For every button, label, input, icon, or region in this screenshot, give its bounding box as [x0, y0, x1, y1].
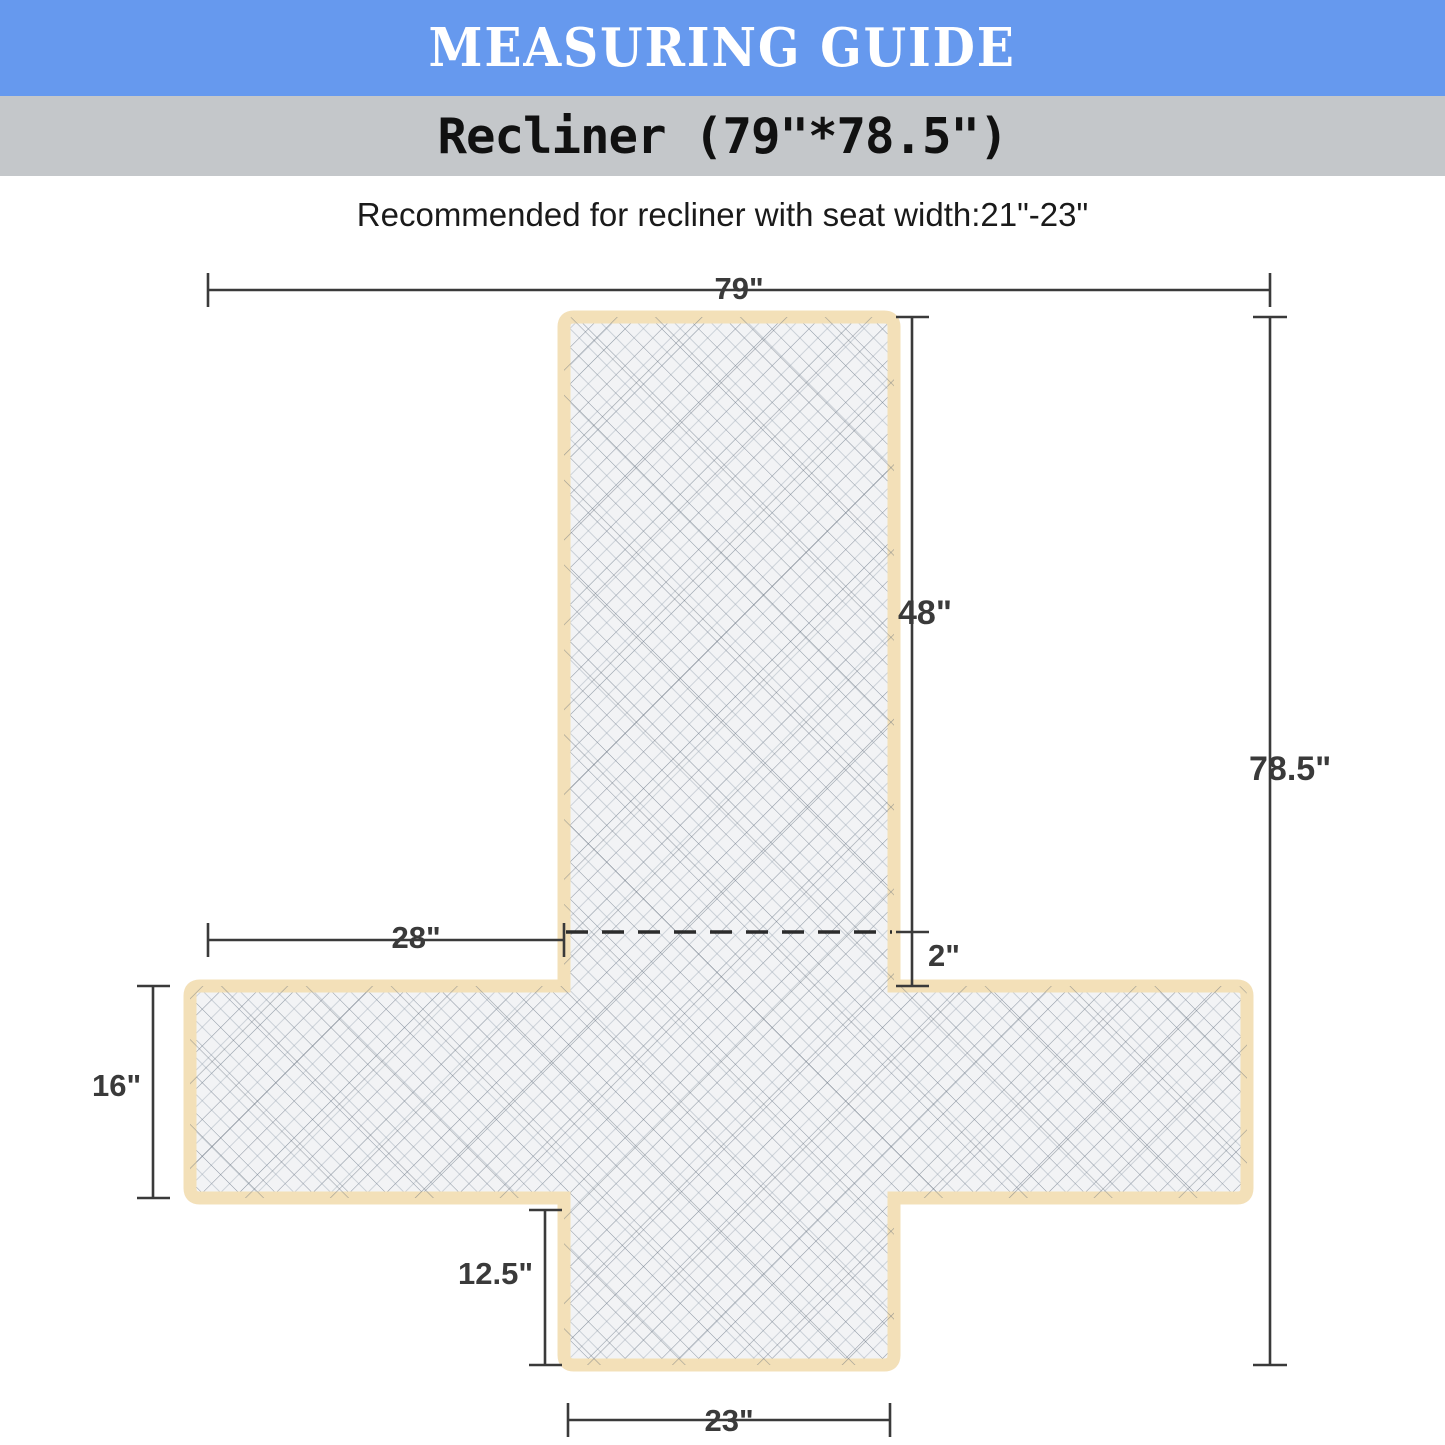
header-gray-bar [0, 96, 1445, 176]
recommendation-text: Recommended for recliner with seat width:21"-23" [356, 196, 1089, 233]
dim-front-flap-depth: 12.5" [458, 1256, 534, 1291]
dim-top-width: 79" [714, 271, 764, 306]
dim-seam-offset: 2" [928, 938, 960, 973]
dim-arm-depth: 16" [92, 1068, 142, 1103]
header-blue-bar [0, 0, 1445, 96]
diagram-svg [0, 255, 1445, 1445]
dim-left-arm-width: 28" [391, 920, 441, 955]
dim-total-height: 78.5" [1249, 750, 1332, 788]
dim-backrest-height: 48" [898, 594, 952, 632]
page-title: MEASURING GUIDE [428, 16, 1017, 79]
dim-front-flap-width: 23" [704, 1403, 754, 1438]
product-subtitle: Recliner (79"*78.5") [437, 107, 1008, 165]
cover-shape [190, 317, 1247, 1365]
diagram-stage [0, 255, 1445, 1445]
